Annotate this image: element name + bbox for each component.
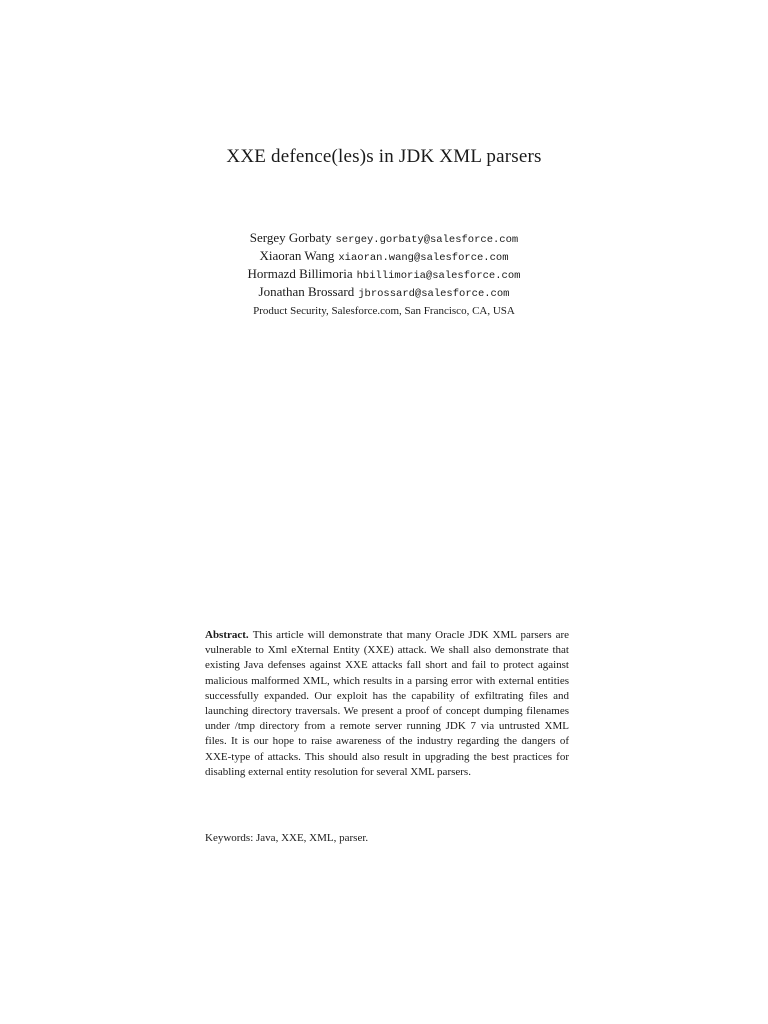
author-list: [0, 230, 768, 302]
author-entry: [0, 266, 768, 284]
author-name: Sergey Gorbaty: [249, 230, 332, 245]
author-email: jbrossard@salesforce.com: [358, 288, 510, 300]
author-entry: [0, 284, 768, 302]
author-name: Jonathan Brossard: [258, 284, 355, 299]
author-entry: [0, 248, 768, 266]
abstract: [205, 628, 569, 780]
abstract-text: This article will demonstrate that many Oracle JDK XML parsers are vulnerable to Xml eXternal Entity (XXE) attack. We shall also demonstrate that existing Java defenses against XXE attacks fall short and fail to protect against malicious malformed XML, which results in a parsing error with external entities successfully expanded. Our exploit has the capability of exfiltrating files and launching directory traversals. We present a proof of concept dumping filenames under /tmp directory from a remote server running JDK 7 via untrusted XML files. It is our hope to raise awareness of the industry regarding the dangers of XXE-type of attacks. This should also result in upgrading the best practices for disabling external entity resolution for several XML parsers.: [205, 629, 569, 778]
author-email: hbillimoria@salesforce.com: [356, 270, 521, 282]
paper-title: XXE defence(les)s in JDK XML parsers: [226, 146, 542, 167]
affiliation: Product Security, Salesforce.com, San Francisco, CA, USA: [253, 305, 515, 317]
author-email: sergey.gorbaty@salesforce.com: [335, 234, 519, 246]
author-name: Xiaoran Wang: [259, 248, 335, 263]
author-entry: [0, 230, 768, 248]
author-email: xiaoran.wang@salesforce.com: [338, 252, 509, 264]
abstract-label: Abstract.: [205, 629, 249, 641]
author-name: Hormazd Billimoria: [247, 266, 353, 281]
keywords: Keywords: Java, XXE, XML, parser.: [205, 832, 369, 844]
